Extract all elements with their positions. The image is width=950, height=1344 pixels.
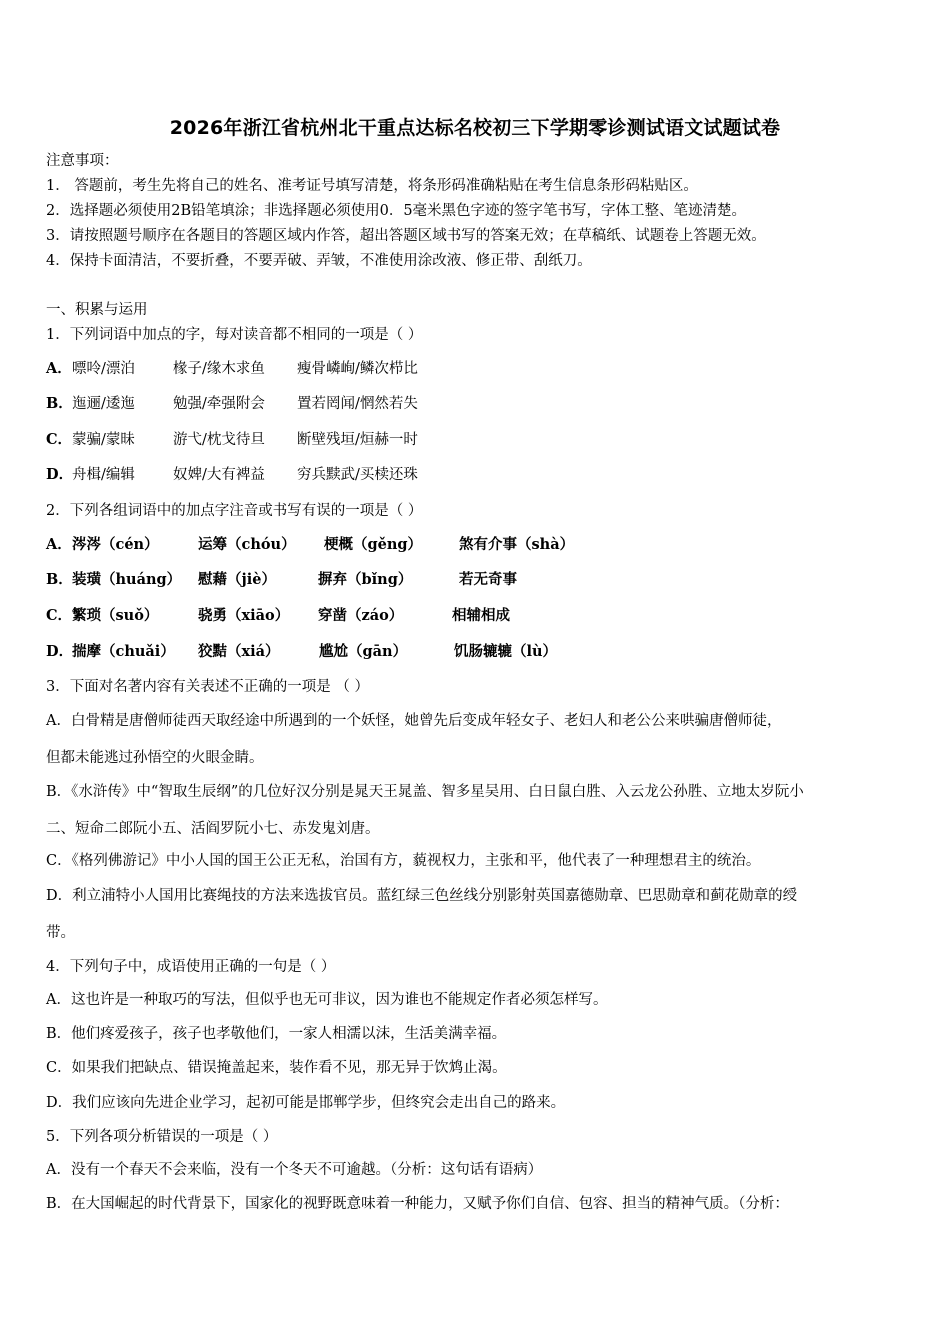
- question-5-option-a: A．没有一个春天不会来临，没有一个冬天不可逾越。（分析：这句话有语病）: [46, 1162, 543, 1178]
- option-item: 穿凿（záo）: [318, 607, 404, 624]
- question-2-option-b: [46, 570, 517, 590]
- question-5-option-b: B．在大国崛起的时代背景下，国家化的视野既意味着一种能力，又赋予你们自信、包容、担当的精神气质。（分析：: [46, 1196, 789, 1212]
- option-item: 运筹（chóu）: [198, 536, 296, 553]
- option-item: 繁琐（suǒ）: [72, 607, 159, 624]
- question-1-option-b: [46, 394, 418, 414]
- option-label: D．: [46, 466, 74, 483]
- option-item: 狡黠（xiá）: [198, 643, 280, 660]
- question-4-option-a: A．这也许是一种取巧的写法，但似乎也无可非议，因为谁也不能规定作者必须怎样写。: [46, 992, 608, 1008]
- question-3-option-b-cont: 二、短命二郎阮小五、活阎罗阮小七、赤发鬼刘唐。: [46, 821, 380, 837]
- question-4-stem: 4．下列句子中，成语使用正确的一句是（ ）: [46, 959, 336, 975]
- question-5-stem: 5．下列各项分析错误的一项是（ ）: [46, 1129, 278, 1145]
- question-4-option-d: D．我们应该向先进企业学习，起初可能是邯郸学步，但终究会走出自己的路来。: [46, 1095, 566, 1111]
- question-1-option-a: [46, 359, 418, 379]
- question-3-option-a: A．白骨精是唐僧师徒西天取经途中所遇到的一个妖怪，她曾先后变成年轻女子、老妇人和老公公来哄骗唐僧师徒，: [46, 713, 782, 729]
- question-3-stem: 3．下面对名著内容有关表述不正确的一项是 （ ）: [46, 679, 369, 695]
- option-item: 涔涔（cén）: [72, 536, 159, 553]
- question-3-option-c: C．《格列佛游记》中小人国的国王公正无私，治国有方，藐视权力，主张和平，他代表了一种理想君主的统治。: [46, 853, 761, 869]
- option-item: 断壁残垣/烜赫一时: [297, 432, 418, 448]
- question-2-option-a: [46, 535, 574, 555]
- question-2-option-d: [46, 642, 557, 662]
- option-item: 尴尬（gān）: [319, 643, 408, 660]
- option-label: D．: [46, 643, 74, 660]
- option-label: A．: [46, 360, 72, 377]
- option-item: 相辅相成: [452, 607, 510, 624]
- option-item: 穷兵黩武/买椟还珠: [297, 467, 418, 483]
- notice-heading: 注意事项：: [46, 153, 119, 169]
- option-item: 迤逦/逶迤: [72, 396, 135, 412]
- question-3-option-d-cont: 带。: [46, 925, 75, 941]
- notice-item: 2．选择题必须使用2B铅笔填涂；非选择题必须使用0．5毫米黑色字迹的签字笔书写，字体工整、笔迹清楚。: [46, 203, 747, 219]
- option-label: C．: [46, 431, 73, 448]
- option-item: 瘦骨嶙峋/鳞次栉比: [297, 361, 418, 377]
- question-3-option-a-cont: 但都未能逃过孙悟空的火眼金睛。: [46, 750, 264, 766]
- option-item: 梗概（gěng）: [324, 536, 423, 553]
- option-item: 椽子/缘木求鱼: [173, 361, 265, 377]
- question-1-option-c: [46, 430, 418, 450]
- question-4-option-b: B．他们疼爱孩子，孩子也孝敬他们，一家人相濡以沫，生活美满幸福。: [46, 1026, 507, 1042]
- option-item: 蒙骗/蒙昧: [72, 432, 135, 448]
- option-item: 骁勇（xiāo）: [198, 607, 290, 624]
- option-item: 舟楫/编辑: [72, 467, 135, 483]
- option-item: 揣摩（chuǎi）: [72, 643, 175, 660]
- option-item: 奴婢/大有裨益: [173, 467, 265, 483]
- question-3-option-d: D．利立浦特小人国用比赛绳技的方法来选拔官员。蓝红绿三色丝线分别影射英国嘉德勋章、巴思勋章和蓟花勋章的绶: [46, 888, 798, 904]
- notice-item: 1． 答题前，考生先将自己的姓名、准考证号填写清楚，将条形码准确粘贴在考生信息条形码粘贴区。: [46, 178, 698, 194]
- question-1-option-d: [46, 465, 418, 485]
- option-item: 饥肠辘辘（lù）: [454, 643, 558, 660]
- question-3-option-b: B．《水浒传》中“智取生辰纲”的几位好汉分别是晁天王晁盖、智多星吴用、白日鼠白胜、入云龙公孙胜、立地太岁阮小: [46, 784, 804, 800]
- notice-item: 3．请按照题号顺序在各题目的答题区域内作答，超出答题区域书写的答案无效；在草稿纸、试题卷上答题无效。: [46, 228, 766, 244]
- option-item: 置若罔闻/惘然若失: [297, 396, 418, 412]
- option-item: 慰藉（jiè）: [198, 571, 276, 588]
- option-item: 装璜（huáng）: [72, 571, 182, 588]
- question-2-option-c: [46, 606, 510, 626]
- option-label: B．: [46, 395, 73, 412]
- section-heading: 一、积累与运用: [46, 302, 148, 318]
- question-4-option-c: C．如果我们把缺点、错误掩盖起来，装作看不见，那无异于饮鸩止渴。: [46, 1060, 507, 1076]
- question-1-stem: 1．下列词语中加点的字，每对读音都不相同的一项是（ ）: [46, 327, 423, 343]
- option-item: 嘌呤/漂泊: [72, 361, 135, 377]
- option-label: C．: [46, 607, 73, 624]
- option-label: B．: [46, 571, 73, 588]
- page-title: 2026年浙江省杭州北干重点达标名校初三下学期零诊测试语文试题试卷: [169, 117, 781, 139]
- option-item: 摒弃（bǐng）: [318, 571, 413, 588]
- option-item: 勉强/牵强附会: [173, 396, 265, 412]
- question-2-stem: 2．下列各组词语中的加点字注音或书写有误的一项是（ ）: [46, 503, 423, 519]
- option-item: 若无奇事: [459, 571, 517, 588]
- option-item: 煞有介事（shà）: [459, 536, 575, 553]
- notice-item: 4．保持卡面清洁，不要折叠，不要弄破、弄皱，不准使用涂改液、修正带、刮纸刀。: [46, 253, 592, 269]
- option-item: 游弋/枕戈待旦: [173, 432, 265, 448]
- option-label: A．: [46, 536, 72, 553]
